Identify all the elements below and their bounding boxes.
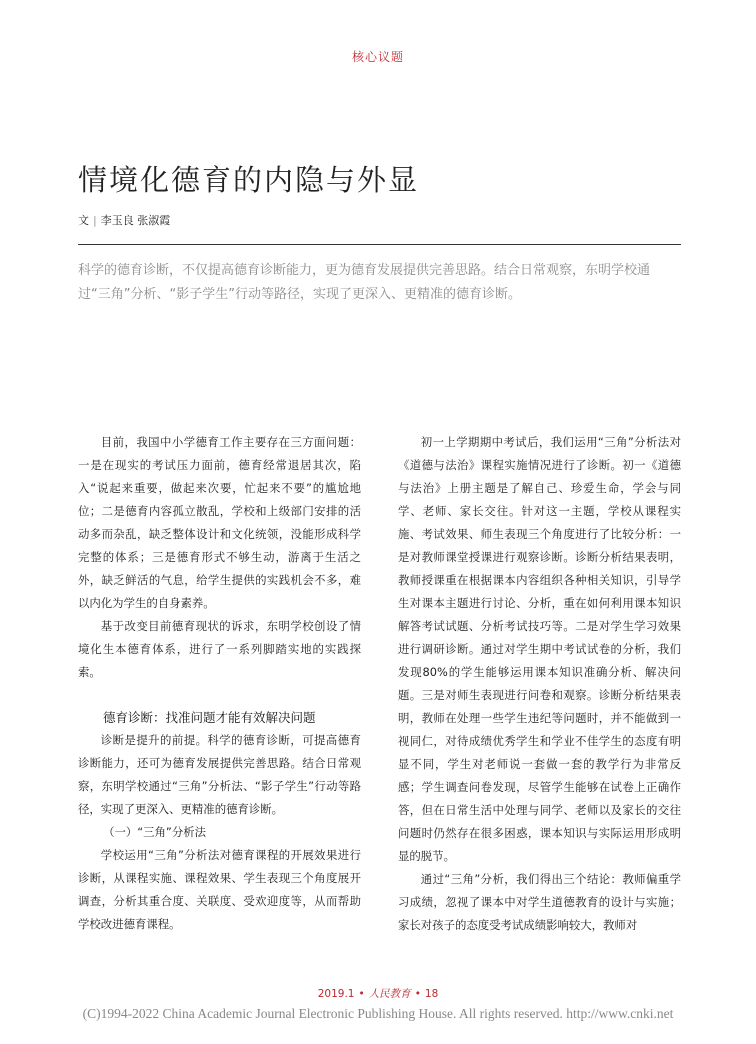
byline-separator: | xyxy=(93,214,97,227)
paragraph: 诊断是提升的前提。科学的德育诊断，可提高德育诊断能力，还可为德育发展提供完善思路。结合日常观察，东明学校通过“三角”分析法、“影子学生”行动等路径，实现了更深入、更精准的德育诊断。 xyxy=(78,733,361,816)
byline xyxy=(78,212,170,228)
left-column xyxy=(78,431,361,936)
paragraph: 学校运用“三角”分析法对德育课程的开展效果进行诊断，从课程实施、课程效果、学生表现三个角度展开调查，分析其重合度、关联度、受欢迎度等，从而帮助学校改进德育课程。 xyxy=(78,848,361,931)
subsection-heading: （一）“三角”分析法 xyxy=(103,825,207,839)
journal-name: 人民教育 xyxy=(368,988,411,1000)
section-label: 核心议题 xyxy=(351,50,404,64)
copyright-notice: (C)1994-2022 China Academic Journal Electronic Publishing House. All rights reserved. http://www.cnki.net xyxy=(82,1006,674,1021)
title-divider xyxy=(78,244,681,245)
byline-prefix: 文 xyxy=(78,214,89,227)
abstract: 科学的德育诊断，不仅提高德育诊断能力，更为德育发展提供完善思路。结合日常观察，东明学校通过“三角”分析、“影子学生”行动等路径，实现了更深入、更精准的德育诊断。 xyxy=(78,263,651,302)
paragraph: 目前，我国中小学德育工作主要存在三方面问题：一是在现实的考试压力面前，德育经常退居其次，陷入“说起来重要，做起来次要，忙起来不要”的尴尬地位；二是德育内容孤立散乱，学校和上级部门安排的活动多而杂乱，缺乏整体设计和文化统领，没能形成科学完整的体系；三是德育形式不够生动，游离于生活之外，缺乏鲜活的气息，给学生提供的实践机会不多，难以内化为学生的自身素养。 xyxy=(78,435,361,610)
page-number: 18 xyxy=(424,988,439,1000)
section-heading: 德育诊断：找准问题才能有效解决问题 xyxy=(103,710,316,725)
paragraph: 初一上学期期中考试后，我们运用“三角”分析法对《道德与法治》课程实施情况进行了诊断。初一《道德与法治》上册主题是了解自己、珍爱生命，学会与同学、老师、家长交往。针对这一主题，学校从课程实施、考试效果、师生表现三个角度进行了比较分析：一是对教师课堂授课进行观察诊断。诊断分析结果表明，教师授课重在根据课本内容组织各种相关知识，引导学生对课本主题进行讨论、分析，重在如何利用课本知识解答考试试题、分析考试技巧等。二是对学生学习效果进行调研诊断。通过对学生期中考试试卷的分析，我们发现80%的学生能够运用课本知识准确分析、解决问题。三是对师生表现进行问卷和观察。诊断分析结果表明，教师在处理一些学生违纪等问题时，并不能做到一视同仁，对待成绩优秀学生和学业不佳学生的态度有明显不同，学生对老师说一套做一套的教学行为非常反感；学生调查问卷发现，尽管学生能够在试卷上正确作答，但在日常生活中处理与同学、老师以及家长的交往问题时仍然存在很多困惑，课本知识与实际运用形成明显的脱节。 xyxy=(398,435,681,863)
year-issue: 2019.1 xyxy=(317,988,355,1000)
paragraph: 通过“三角”分析，我们得出三个结论：教师偏重学习成绩，忽视了课本中对学生道德教育的设计与实施；家长对孩子的态度受考试成绩影响较大，教师对 xyxy=(398,872,681,932)
page-footer xyxy=(0,986,756,1001)
right-column xyxy=(398,431,681,937)
article-title: 情境化德育的内隐与外显 xyxy=(78,163,420,197)
footer-dot: • xyxy=(414,988,421,1000)
paragraph: 基于改变目前德育现状的诉求，东明学校创设了情境化生本德育体系，进行了一系列脚踏实地的实践探索。 xyxy=(78,619,361,679)
footer-dot: • xyxy=(358,988,365,1000)
authors: 李玉良 张淑霞 xyxy=(100,214,171,227)
